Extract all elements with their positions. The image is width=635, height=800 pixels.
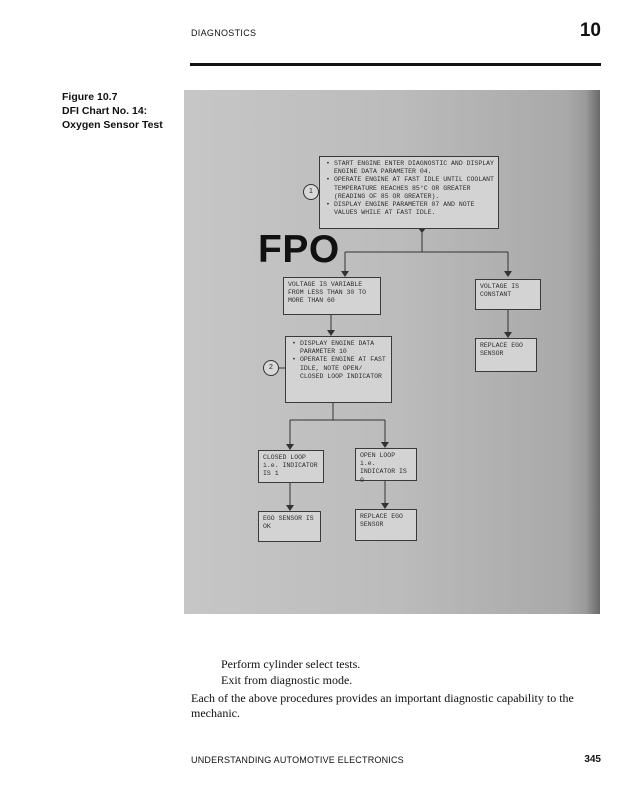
start-step-1: • START ENGINE ENTER DIAGNOSTIC AND DISPLAY ENGINE DATA PARAMETER 04.: [330, 160, 494, 176]
replace-ego-sensor-box-2: REPLACE EGO SENSOR: [355, 509, 417, 541]
body-line-2: Exit from diagnostic mode.: [221, 673, 353, 687]
start-step-3: • DISPLAY ENGINE PARAMETER 07 AND NOTE VALUES WHILE AT FAST IDLE.: [330, 201, 494, 217]
step-marker-2: 2: [263, 360, 279, 376]
display-parameter-box: [285, 336, 392, 403]
body-paragraph: Each of the above procedures provides an important diagnostic capability to the mechanic.: [191, 691, 574, 720]
body-line-1: Perform cylinder select tests.: [221, 657, 361, 671]
replace-ego-sensor-box-1: REPLACE EGO SENSOR: [475, 338, 537, 372]
running-header-section: DIAGNOSTICS: [191, 28, 257, 38]
start-engine-box: [319, 156, 499, 229]
display-step-1: • DISPLAY ENGINE DATA PARAMETER 10: [296, 340, 387, 356]
footer-page-number: 345: [584, 754, 601, 765]
voltage-variable-box: VOLTAGE IS VARIABLE FROM LESS THAN 30 TO MORE THAN 60: [283, 277, 381, 315]
voltage-constant-box: VOLTAGE IS CONSTANT: [475, 279, 541, 310]
closed-loop-box: CLOSED LOOP i.e. INDICATOR IS 1: [258, 450, 324, 483]
display-step-2: • OPERATE ENGINE AT FAST IDLE, NOTE OPEN/ CLOSED LOOP INDICATOR: [296, 356, 387, 381]
running-header-chapter-number: 10: [579, 20, 601, 41]
figure-chart-number: DFI Chart No. 14:: [62, 105, 148, 117]
figure-title: Oxygen Sensor Test: [62, 119, 163, 131]
open-loop-box: OPEN LOOP i.e. INDICATOR IS 0: [355, 448, 417, 481]
start-step-2: • OPERATE ENGINE AT FAST IDLE UNTIL COOLANT TEMPERATURE REACHES 85°C OR GREATER (READING OF 85 OR GREATER).: [330, 176, 494, 201]
fpo-placeholder-label: FPO: [258, 228, 340, 271]
footer-book-title: UNDERSTANDING AUTOMOTIVE ELECTRONICS: [191, 755, 404, 765]
step-marker-1: 1: [303, 184, 319, 200]
ego-sensor-ok-box: EGO SENSOR IS OK: [258, 511, 321, 542]
figure-label: Figure 10.7: [62, 91, 118, 103]
